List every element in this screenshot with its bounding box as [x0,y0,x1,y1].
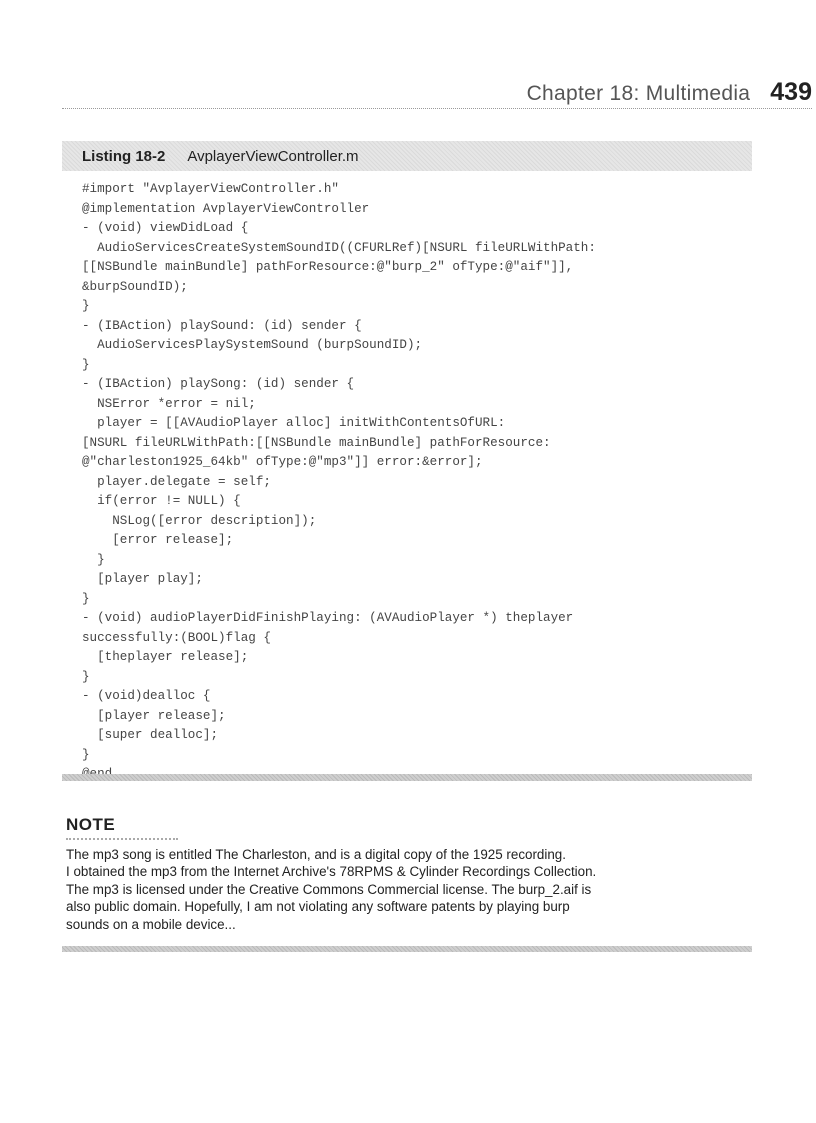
code-line: } [82,747,90,762]
code-line: - (IBAction) playSound: (id) sender { [82,318,362,333]
code-line: AudioServicesPlaySystemSound (burpSoundID); [82,338,423,352]
code-line: [player release]; [82,708,226,723]
code-line: NSError *error = nil; [82,396,256,411]
code-line: } [82,552,105,567]
chapter-title: Chapter 18: Multimedia [526,82,751,105]
code-line: [NSURL fileURLWithPath:[[NSBundle mainBundle] pathForResource: [82,435,551,450]
code-line: player.delegate = self; [82,474,271,489]
code-line: [theplayer release]; [82,650,249,664]
note-line: also public domain. Hopefully, I am not violating any software patents by playing burp [66,899,570,915]
code-line: &burpSoundID); [82,279,188,294]
code-line: player = [[AVAudioPlayer alloc] initWithContentsOfURL: [82,416,506,430]
code-line: - (void)dealloc { [82,689,211,703]
header-dotted-leader [62,108,812,109]
code-line: } [82,591,90,606]
note-heading: NOTE [66,815,116,834]
code-line: [[NSBundle mainBundle] pathForResource:@"burp_2" ofType:@"aif"]], [82,260,574,274]
code-listing [82,180,752,785]
code-line: - (void) viewDidLoad { [82,221,249,235]
note-end-rule [62,946,752,952]
code-line: [player play]; [82,572,203,586]
code-line: NSLog([error description]); [82,513,317,528]
listing-end-rule [62,774,752,781]
code-line: [super dealloc]; [82,728,219,742]
note-body [66,846,756,933]
code-line: successfully:(BOOL)flag { [82,630,271,645]
code-line: @implementation AvplayerViewController [82,201,370,216]
code-line: - (void) audioPlayerDidFinishPlaying: (AVAudioPlayer *) theplayer [82,611,574,625]
code-line: AudioServicesCreateSystemSoundID((CFURLRef)[NSURL fileURLWithPath: [82,240,596,255]
listing-label: Listing 18-2 [82,147,166,165]
page-number: 439 [770,78,812,106]
page-header [62,78,812,118]
code-line: } [82,669,90,684]
note-line: I obtained the mp3 from the Internet Archive's 78RPMS & Cylinder Recordings Collection. [66,864,597,880]
listing-caption-bar [62,141,752,171]
note-line: The mp3 song is entitled The Charleston, and is a digital copy of the 1925 recording. [66,847,566,862]
note-heading-underline [66,838,178,840]
listing-filename: AvplayerViewController.m [187,147,359,165]
note-line: The mp3 is licensed under the Creative Commons Commercial license. The burp_2.aif is [66,881,592,897]
code-line: - (IBAction) playSong: (id) sender { [82,377,355,391]
code-line: } [82,299,90,313]
code-line: @"charleston1925_64kb" ofType:@"mp3"]] error:&error]; [82,455,483,469]
code-line: #import "AvplayerViewController.h" [82,182,339,196]
header-text [527,78,812,107]
code-line: if(error != NULL) { [82,494,241,508]
code-line: } [82,357,90,372]
code-line: [error release]; [82,533,234,547]
note-line: sounds on a mobile device... [66,916,236,932]
